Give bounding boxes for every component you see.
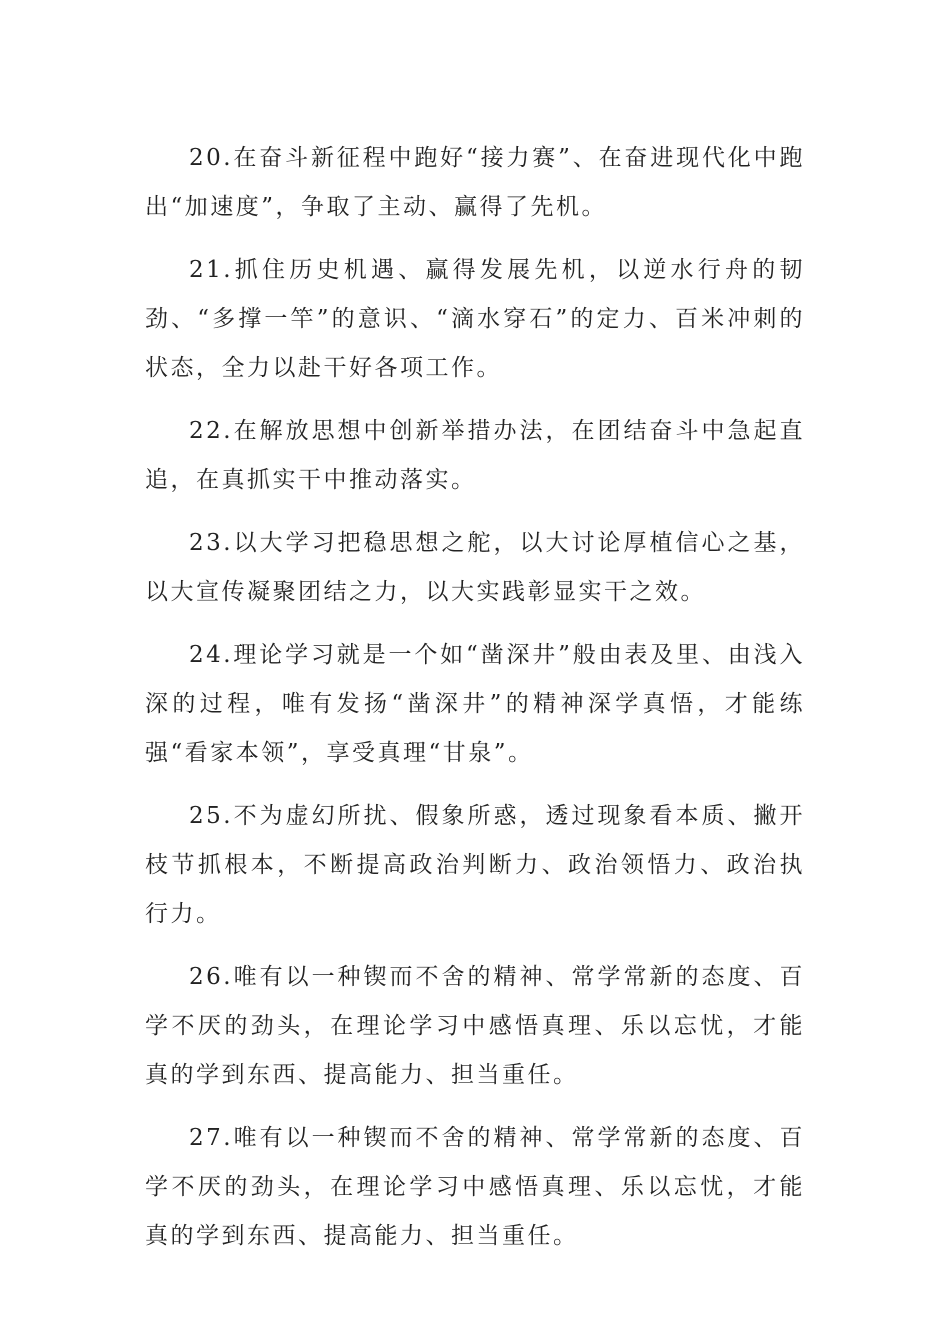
paragraph-21: 21.抓住历史机遇、赢得发展先机，以逆水行舟的韧劲、“多撑一竿”的意识、“滴水穿石”的定力、百米冲刺的状态，全力以赴干好各项工作。 bbox=[145, 257, 805, 381]
paragraph-20: 20.在奋斗新征程中跑好“接力赛”、在奋进现代化中跑出“加速度”，争取了主动、赢得了先机。 bbox=[145, 145, 805, 220]
paragraph-24: 24.理论学习就是一个如“凿深井”般由表及里、由浅入深的过程，唯有发扬“凿深井”的精神深学真悟，才能练强“看家本领”，享受真理“甘泉”。 bbox=[145, 642, 805, 766]
paragraph-25: 25.不为虚幻所扰、假象所惑，透过现象看本质、撇开枝节抓根本，不断提高政治判断力、政治领悟力、政治执行力。 bbox=[145, 803, 805, 927]
paragraph-22: 22.在解放思想中创新举措办法，在团结奋斗中急起直追，在真抓实干中推动落实。 bbox=[145, 418, 805, 493]
paragraph-23: 23.以大学习把稳思想之舵，以大讨论厚植信心之基，以大宣传凝聚团结之力，以大实践彰显实干之效。 bbox=[145, 530, 805, 605]
paragraph-27: 27.唯有以一种锲而不舍的精神、常学常新的态度、百学不厌的劲头，在理论学习中感悟真理、乐以忘忧，才能真的学到东西、提高能力、担当重任。 bbox=[145, 1125, 805, 1249]
paragraph-26: 26.唯有以一种锲而不舍的精神、常学常新的态度、百学不厌的劲头，在理论学习中感悟真理、乐以忘忧，才能真的学到东西、提高能力、担当重任。 bbox=[145, 964, 805, 1088]
document-body bbox=[145, 134, 805, 1275]
